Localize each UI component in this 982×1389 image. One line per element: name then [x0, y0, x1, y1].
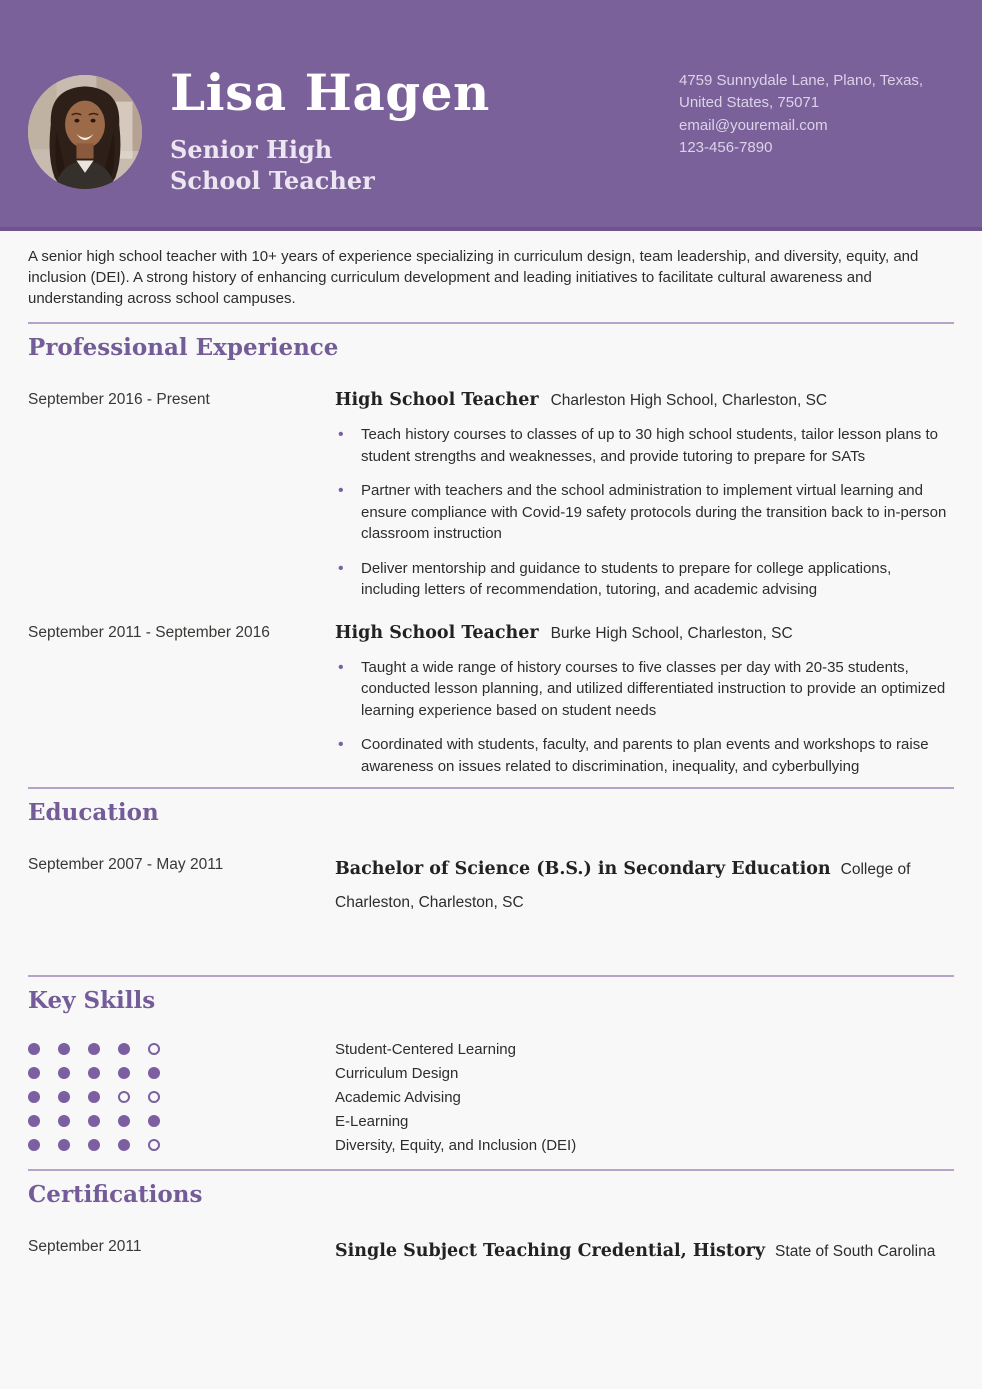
entry	[28, 853, 954, 919]
rating-dot-filled	[148, 1067, 160, 1079]
contact-phone: 123-456-7890	[679, 139, 773, 157]
skill-row	[28, 1109, 954, 1133]
rating-dot-filled	[118, 1115, 130, 1127]
skill-row	[28, 1085, 954, 1109]
rating-dot-filled	[58, 1139, 70, 1151]
rating-dot-filled	[88, 1091, 100, 1103]
skill-rating	[28, 1115, 335, 1127]
skill-rating	[28, 1067, 335, 1079]
skill-label: Student-Centered Learning	[335, 1040, 516, 1058]
entry-content	[335, 621, 954, 778]
entry-head	[335, 853, 954, 919]
education-heading: Education	[28, 799, 159, 826]
entry-content	[335, 1235, 954, 1268]
entry-dates: September 2016 - Present	[28, 391, 210, 408]
certifications-heading: Certifications	[28, 1181, 203, 1208]
rating-dot-filled	[58, 1115, 70, 1127]
rating-dot-filled	[28, 1091, 40, 1103]
entry	[28, 1235, 954, 1268]
rating-dot-filled	[118, 1139, 130, 1151]
rating-dot-filled	[58, 1043, 70, 1055]
skill-rating	[28, 1139, 335, 1151]
entry-dates: September 2011 - September 2016	[28, 623, 270, 641]
rating-dot-filled	[28, 1067, 40, 1079]
entry-content	[335, 853, 954, 919]
avatar-image	[28, 75, 142, 189]
rating-dot-empty	[148, 1091, 160, 1103]
contact-address-line1: 4759 Sunnydale Lane, Plano, Texas,	[679, 72, 924, 89]
experience-bullet: • Taught a wide range of history courses to five classes per day with 20-35 students, conducted lesson planning, and utilized differentiated instruction to provide an optimized learning experience based on student needs	[335, 657, 954, 722]
rating-dot-filled	[58, 1067, 70, 1079]
resume-header	[0, 0, 982, 231]
skill-label: E-Learning	[335, 1112, 409, 1130]
experience-heading: Professional Experience	[28, 334, 339, 361]
person-name: Lisa Hagen	[170, 63, 490, 122]
section-divider	[28, 322, 954, 324]
entry-organization: State of South Carolina	[775, 1243, 936, 1260]
experience-bullet: • Coordinated with students, faculty, and parents to plan events and workshops to raise awareness on issues related to discrimination, inequality, and cyberbullying	[335, 734, 954, 777]
rating-dot-filled	[148, 1115, 160, 1127]
rating-dot-filled	[28, 1139, 40, 1151]
rating-dot-empty	[118, 1091, 130, 1103]
skills-heading: Key Skills	[28, 987, 156, 1014]
person-job-title: Senior High School Teacher	[170, 135, 375, 195]
rating-dot-filled	[118, 1043, 130, 1055]
entry-bullets	[335, 657, 954, 778]
experience-entry	[28, 388, 954, 601]
experience-bullet: • Teach history courses to classes of up to 30 high school students, tailor lesson plans to student strengths and weaknesses, and provide tutoring to prepare for SATs	[335, 424, 954, 467]
entry-content	[335, 388, 954, 601]
entry-organization: Burke High School, Charleston, SC	[550, 624, 793, 642]
rating-dot-filled	[28, 1115, 40, 1127]
skills-list	[28, 1037, 954, 1157]
contact-info	[679, 70, 923, 160]
experience-entries	[28, 388, 954, 777]
section-divider	[28, 787, 954, 789]
experience-bullet: • Deliver mentorship and guidance to students to prepare for college applications, including letters of recommendation, tutoring, and academic advising	[335, 558, 954, 601]
skill-row	[28, 1037, 954, 1061]
rating-dot-empty	[148, 1043, 160, 1055]
entry-head	[335, 388, 954, 413]
entry-dates: September 2007 - May 2011	[28, 856, 224, 873]
contact-address-line2: United States, 75071	[679, 94, 820, 112]
section-divider	[28, 975, 954, 977]
certification-entries	[28, 1235, 954, 1268]
experience-bullet: • Partner with teachers and the school administration to implement virtual learning and ensure compliance with Covid-19 safety protocols during the transition back to in-person classroom instruction	[335, 480, 954, 545]
rating-dot-filled	[28, 1043, 40, 1055]
skill-label: Curriculum Design	[335, 1064, 459, 1082]
entry-organization: Charleston High School, Charleston, SC	[550, 392, 828, 409]
profile-photo	[28, 75, 142, 189]
skill-row	[28, 1061, 954, 1085]
resume-body	[0, 246, 982, 1268]
section-divider	[28, 1169, 954, 1171]
entry-dates: September 2011	[28, 1238, 142, 1255]
education-entries	[28, 853, 954, 919]
rating-dot-filled	[58, 1091, 70, 1103]
entry-title: Bachelor of Science (B.S.) in Secondary Education	[335, 859, 831, 879]
experience-entry	[28, 621, 954, 778]
entry-bullets	[335, 424, 954, 601]
skill-label: Diversity, Equity, and Inclusion (DEI)	[335, 1136, 577, 1154]
rating-dot-empty	[148, 1139, 160, 1151]
rating-dot-filled	[88, 1115, 100, 1127]
entry-title: High School Teacher	[335, 390, 539, 410]
name-block	[170, 64, 490, 196]
entry-organization: College of Charleston, Charleston, SC	[335, 861, 911, 911]
skill-rating	[28, 1043, 335, 1055]
skill-rating	[28, 1091, 335, 1103]
contact-email: email@youremail.com	[679, 116, 828, 134]
rating-dot-filled	[88, 1043, 100, 1055]
skill-label: Academic Advising	[335, 1088, 461, 1106]
summary-paragraph: A senior high school teacher with 10+ years of experience specializing in curriculum design, team leadership, and diversity, equity, and inclusion (DEI). A strong history of enhancing curriculum development and leading initiatives to facilitate cultural awareness and understanding across school campuses.	[28, 248, 919, 307]
rating-dot-filled	[118, 1067, 130, 1079]
rating-dot-filled	[88, 1067, 100, 1079]
entry-title: Single Subject Teaching Credential, History	[335, 1241, 766, 1261]
entry-title: High School Teacher	[335, 622, 539, 643]
entry-head	[335, 1235, 954, 1268]
entry-head	[335, 621, 954, 646]
rating-dot-filled	[88, 1139, 100, 1151]
skill-row	[28, 1133, 954, 1157]
